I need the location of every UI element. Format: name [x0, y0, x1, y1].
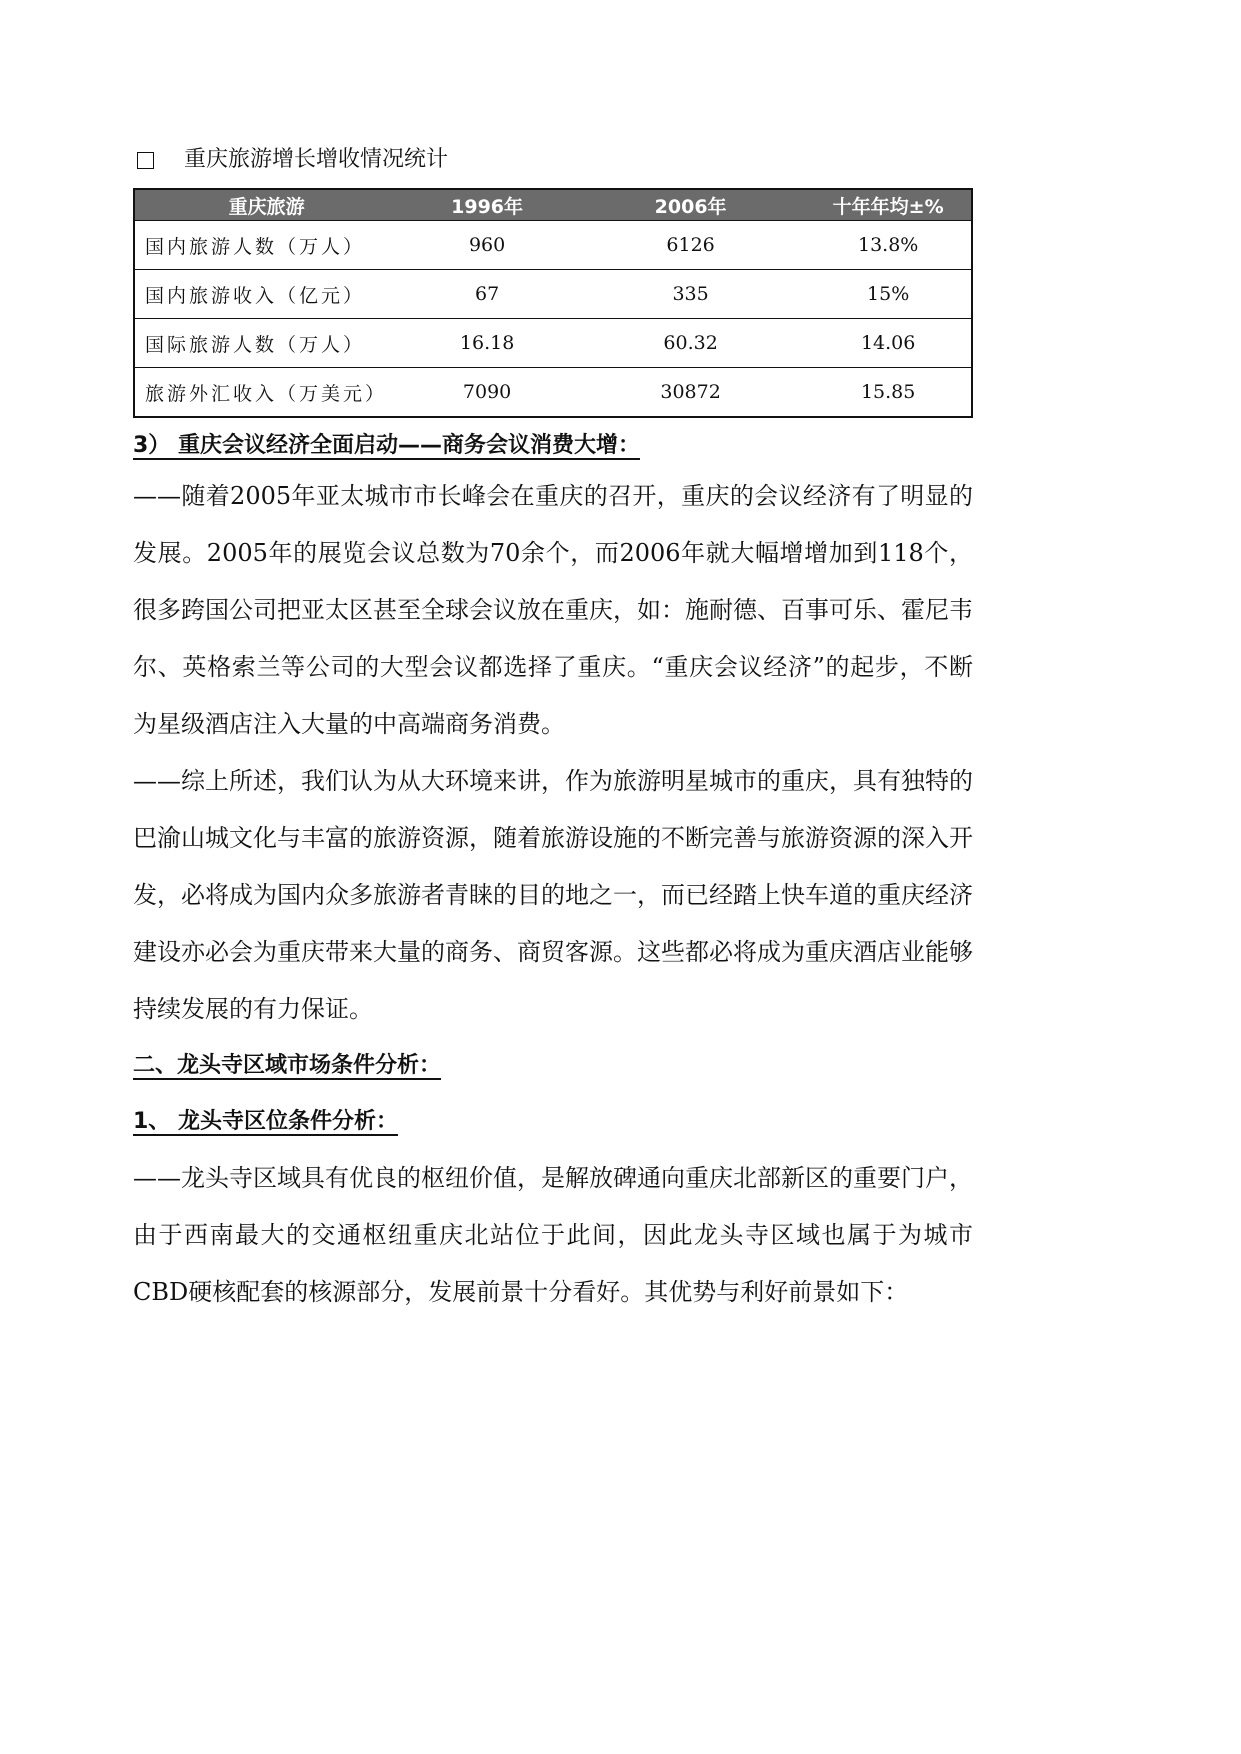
column-header: 1996年	[451, 195, 524, 218]
cell-1996: 960	[398, 221, 576, 270]
cell-growth: 15.85	[805, 368, 972, 418]
table-row	[134, 270, 972, 319]
cell-2006: 60.32	[576, 319, 805, 368]
column-header: 重庆旅游	[228, 195, 305, 218]
section-3-paragraph-1: ——随着2005年亚太城市市长峰会在重庆的召开，重庆的会议经济有了明显的发展。2005年的展览会议总数为70余个，而2006年就大幅增增加到118个，很多跨国公司把亚太区甚至全球会议放在重庆，如：施耐德、百事可乐、霍尼韦尔、英格索兰等公司的大型会议都选择了重庆。“重庆会议经济”的起步，不断为星级酒店注入大量的中高端商务消费。	[133, 482, 973, 738]
checkbox-square-icon	[137, 152, 154, 169]
cell-2006: 30872	[576, 368, 805, 418]
cell-1996: 67	[398, 270, 576, 319]
cell-growth: 13.8%	[805, 221, 972, 270]
document-page	[133, 140, 973, 1321]
table-header-row	[134, 189, 972, 221]
row-label: 国际旅游人数（万人）	[134, 319, 398, 368]
cell-1996: 7090	[398, 368, 576, 418]
section-two-heading: 二、龙头寺区域市场条件分析：	[133, 1053, 442, 1078]
subsection-1-heading: 1、 龙头寺区位条件分析：	[133, 1109, 398, 1134]
column-header: 2006年	[654, 195, 727, 218]
subsection-1-paragraph: ——龙头寺区域具有优良的枢纽价值，是解放碑通向重庆北部新区的重要门户，由于西南最大的交通枢纽重庆北站位于此间，因此龙头寺区域也属于为城市CBD硬核配套的核源部分，发展前景十分看好。其优势与利好前景如下：	[133, 1164, 973, 1306]
cell-growth: 15%	[805, 270, 972, 319]
row-label: 国内旅游人数（万人）	[134, 221, 398, 270]
row-label: 旅游外汇收入（万美元）	[134, 368, 398, 418]
table-row	[134, 368, 972, 418]
table-caption	[133, 140, 973, 180]
row-label: 国内旅游收入（亿元）	[134, 270, 398, 319]
cell-2006: 6126	[576, 221, 805, 270]
section-3-paragraph-2: ——综上所述，我们认为从大环境来讲，作为旅游明星城市的重庆，具有独特的巴渝山城文化与丰富的旅游资源，随着旅游设施的不断完善与旅游资源的深入开发，必将成为国内众多旅游者青睐的目的地之一，而已经踏上快车道的重庆经济建设亦必会为重庆带来大量的商务、商贸客源。这些都必将成为重庆酒店业能够持续发展的有力保证。	[133, 767, 973, 1023]
cell-growth: 14.06	[805, 319, 972, 368]
table-title: 重庆旅游增长增收情况统计	[184, 147, 449, 172]
column-header: 十年年均±%	[832, 195, 944, 218]
cell-2006: 335	[576, 270, 805, 319]
tourism-stats-table	[133, 188, 973, 418]
cell-1996: 16.18	[398, 319, 576, 368]
section-3-heading: 3） 重庆会议经济全面启动——商务会议消费大增：	[133, 433, 640, 458]
table-row	[134, 319, 972, 368]
table-row	[134, 221, 972, 270]
